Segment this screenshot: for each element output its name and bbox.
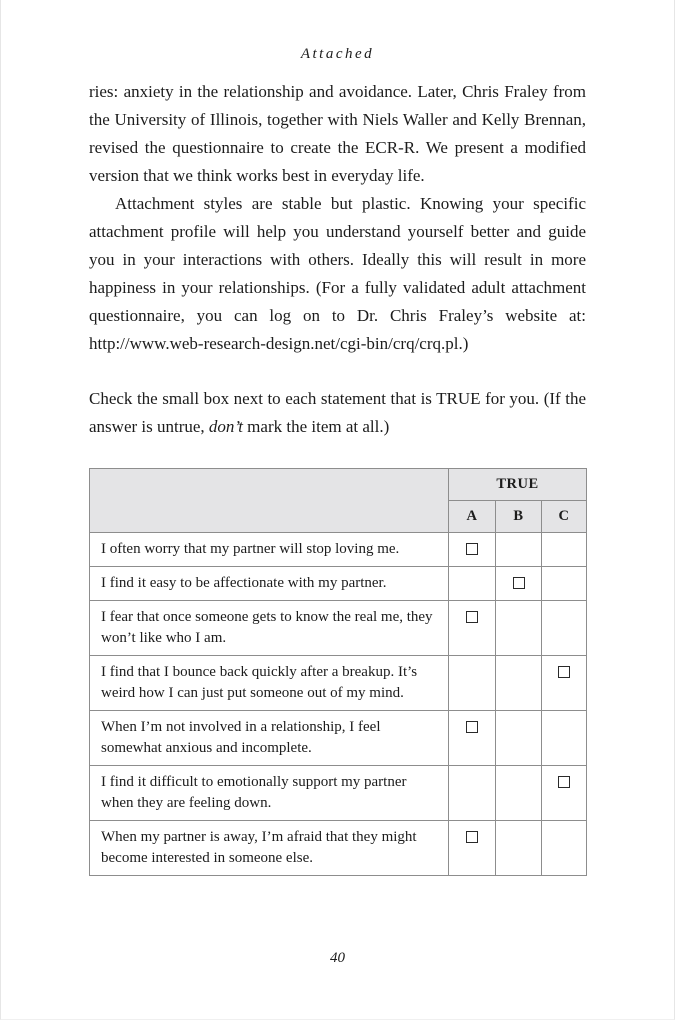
instruction-sentence-2-prefix: (If the answer is untrue,: [89, 389, 587, 436]
true-group-header: TRUE: [449, 469, 587, 501]
table-row: [90, 766, 587, 821]
checkbox-icon: [466, 721, 478, 733]
statement-cell: I find it easy to be affectionate with my partner.: [90, 567, 449, 601]
column-header-a: A: [449, 501, 496, 533]
table-header-row-group: [90, 469, 587, 501]
statement-cell: I find it difficult to emotionally support my partner when they are feeling down.: [90, 766, 449, 821]
answer-cell-c: [542, 567, 587, 601]
answer-cell-a: [449, 601, 496, 656]
answer-cell-c: [542, 821, 587, 876]
checkbox-icon: [558, 776, 570, 788]
statement-cell: I often worry that my partner will stop loving me.: [90, 533, 449, 567]
answer-cell-a: [449, 567, 496, 601]
instruction-paragraph: [89, 385, 586, 441]
body-paragraph-2: Attachment styles are stable but plastic. Knowing your specific attachment profile will help you understand yourself better and guide you in your interactions with others. Ideally this will result in more happiness in your relationships. (For a fully validated adult attachment questionnaire, you can log on to Dr. Chris Fraley’s website at: http://www.web-research-design.net/cgi-bin/crq/crq.pl.): [89, 194, 586, 353]
answer-cell-c: [542, 656, 587, 711]
checkbox-icon: [466, 611, 478, 623]
answer-cell-b: [496, 766, 542, 821]
answer-cell-b: [496, 711, 542, 766]
page-number: 40: [330, 950, 345, 966]
table-row: [90, 601, 587, 656]
table-corner-cell: [90, 469, 449, 533]
answer-cell-c: [542, 601, 587, 656]
answer-cell-a: [449, 711, 496, 766]
instruction-sentence-2-suffix: mark the item at all.): [242, 417, 390, 436]
answer-cell-b: [496, 656, 542, 711]
instruction-italic-word: don’t: [208, 417, 243, 436]
table-row: [90, 711, 587, 766]
checkbox-icon: [513, 577, 525, 589]
statement-cell: When I’m not involved in a relationship, I feel somewhat anxious and incomplete.: [90, 711, 449, 766]
checkbox-icon: [558, 666, 570, 678]
checkbox-icon: [466, 543, 478, 555]
table-row: [90, 656, 587, 711]
answer-cell-a: [449, 821, 496, 876]
statement-cell: I fear that once someone gets to know the real me, they won’t like who I am.: [90, 601, 449, 656]
statement-cell: When my partner is away, I’m afraid that they might become interested in someone else.: [90, 821, 449, 876]
column-header-b: B: [496, 501, 542, 533]
answer-cell-b: [496, 567, 542, 601]
answer-cell-b: [496, 533, 542, 567]
checkbox-icon: [466, 831, 478, 843]
answer-cell-a: [449, 656, 496, 711]
answer-cell-c: [542, 766, 587, 821]
instruction-sentence-1: Check the small box next to each statement that is TRUE for you.: [89, 389, 540, 408]
table-row: [90, 821, 587, 876]
answer-cell-b: [496, 821, 542, 876]
column-header-c: C: [542, 501, 587, 533]
questionnaire-table: [89, 468, 587, 876]
answer-cell-a: [449, 533, 496, 567]
answer-cell-c: [542, 533, 587, 567]
table-row: [90, 533, 587, 567]
running-head: Attached: [300, 46, 375, 62]
body-paragraph-1: ries: anxiety in the relationship and avoidance. Later, Chris Fraley from the University of Illinois, together with Niels Waller and Kelly Brennan, revised the questionnaire to create the ECR-R. We present a modified version that we think works best in everyday life.: [89, 82, 586, 185]
table-row: [90, 567, 587, 601]
answer-cell-b: [496, 601, 542, 656]
answer-cell-a: [449, 766, 496, 821]
answer-cell-c: [542, 711, 587, 766]
statement-cell: I find that I bounce back quickly after a breakup. It’s weird how I can just put someone out of my mind.: [90, 656, 449, 711]
